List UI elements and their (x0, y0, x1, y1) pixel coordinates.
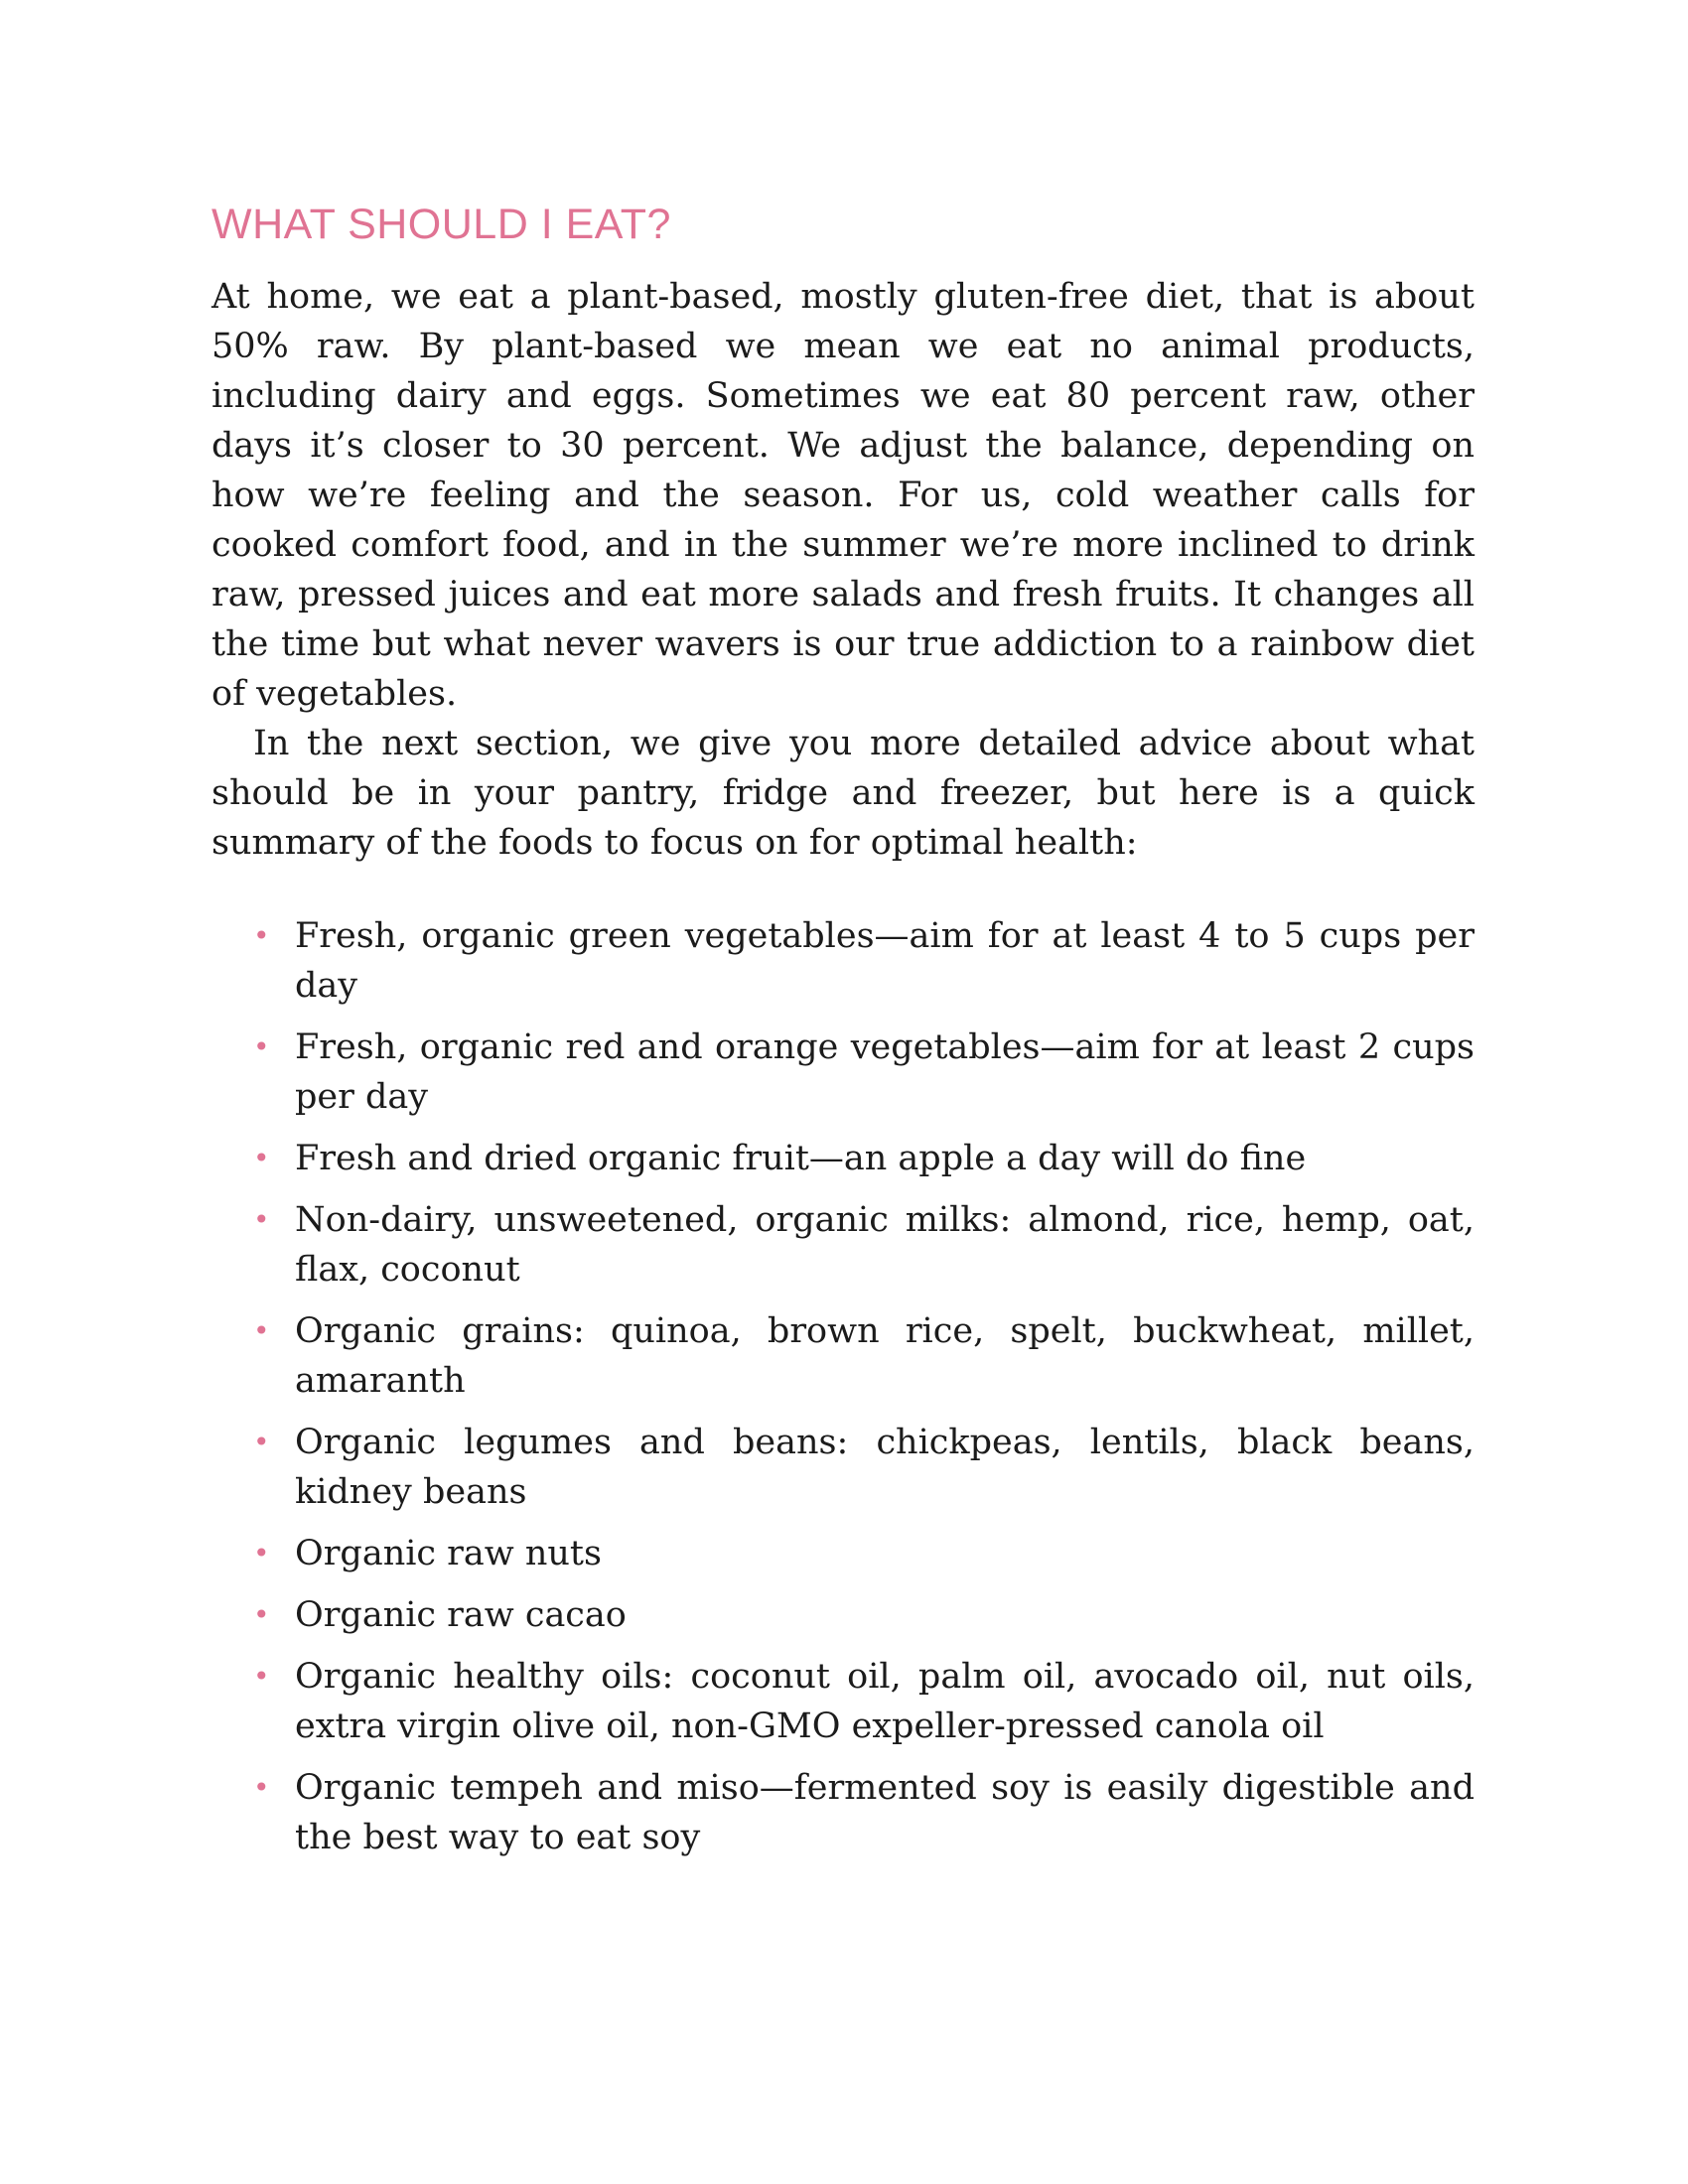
bullet-icon: • (253, 1771, 270, 1804)
bullet-icon: • (253, 919, 270, 952)
bullet-icon: • (253, 1314, 270, 1347)
list-item (211, 1418, 1475, 1517)
bullet-icon: • (253, 1203, 270, 1236)
list-item-text: Fresh, organic green vegetables—aim for at least 4 to 5 cups per day (295, 916, 1475, 1006)
list-item (211, 1652, 1475, 1751)
bullet-icon: • (253, 1426, 270, 1458)
list-item-text: Organic raw nuts (295, 1534, 602, 1573)
summary-paragraph: In the next section, we give you more detailed advice about what should be in your pantry, fridge and freezer, but here is a quick summary of the foods to focus on for optimal health: (211, 724, 1475, 863)
list-item (211, 1134, 1475, 1183)
bullet-icon: • (253, 1537, 270, 1570)
bullet-icon: • (253, 1030, 270, 1063)
bullet-icon: • (253, 1142, 270, 1174)
document-page (211, 197, 1475, 1874)
list-item (211, 1195, 1475, 1295)
list-item (211, 1529, 1475, 1578)
list-item (211, 1023, 1475, 1122)
list-item-text: Non-dairy, unsweetened, organic milks: almond, rice, hemp, oat, flax, coconut (295, 1200, 1475, 1290)
bullet-icon: • (253, 1660, 270, 1693)
intro-paragraph: At home, we eat a plant-based, mostly gluten-free diet, that is about 50% raw. By plant-based we mean we eat no animal products, including dairy and eggs. Sometimes we eat 80 percent raw, other days it’s closer to 30 percent. We adjust the balance, depending on how we’re feeling and the season. For us, cold weather calls for cooked comfort food, and in the summer we’re more inclined to drink raw, pressed juices and eat more salads and fresh fruits. It changes all the time but what never wavers is our true addiction to a rainbow diet of vegetables. (211, 277, 1475, 714)
list-item-text: Fresh, organic red and orange vegetables—aim for at least 2 cups per day (295, 1027, 1475, 1117)
list-item-text: Organic raw cacao (295, 1595, 627, 1635)
list-item (211, 1306, 1475, 1406)
list-item-text: Organic legumes and beans: chickpeas, lentils, black beans, kidney beans (295, 1423, 1475, 1512)
food-list (211, 911, 1475, 1862)
bullet-icon: • (253, 1598, 270, 1631)
section-heading: WHAT SHOULD I EAT? (211, 201, 671, 248)
list-item (211, 1763, 1475, 1862)
list-item-text: Organic healthy oils: coconut oil, palm oil, avocado oil, nut oils, extra virgin olive oil, non-GMO expeller-pressed canola oil (295, 1657, 1475, 1746)
list-item-text: Organic grains: quinoa, brown rice, spelt, buckwheat, millet, amaranth (295, 1311, 1475, 1401)
list-item-text: Organic tempeh and miso—fermented soy is easily digestible and the best way to eat soy (295, 1768, 1475, 1857)
list-item (211, 911, 1475, 1011)
list-item (211, 1590, 1475, 1640)
list-item-text: Fresh and dried organic fruit—an apple a day will do fine (295, 1139, 1307, 1178)
